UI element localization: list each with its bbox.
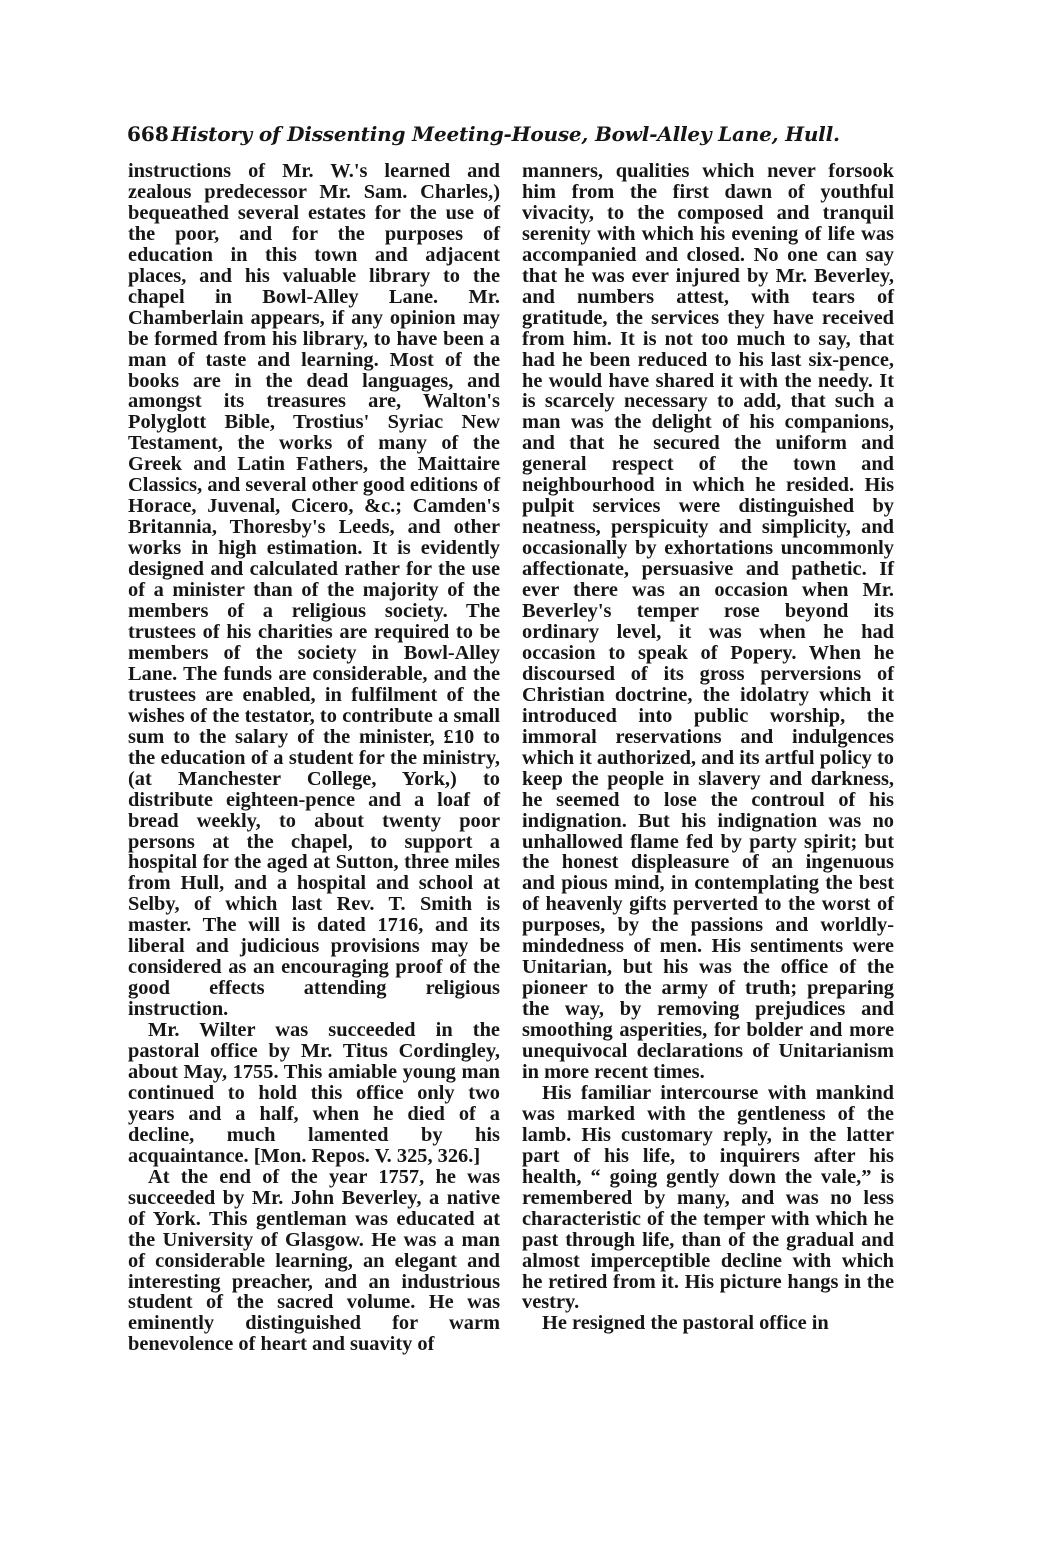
left-paragraph-3: At the end of the year 1757, he was succeeded by Mr. John Beverley, a native of York. This gentleman was educated at the University of Glasgow. He was a man of considerable learning, an elegant and interesting preacher, and an industrious student of the sacred volume. He was eminently distinguished for warm benevolence of heart and suavity of [128,1165,500,1356]
left-column [128,161,500,1355]
right-column [522,161,894,1334]
right-paragraph-3: He resigned the pastoral office in [542,1312,829,1335]
running-head [127,119,897,149]
right-paragraph-1: manners, qualities which never forsook him from the first dawn of youthful vivacity, to the composed and tranquil serenity with which his evening of life was accompanied and closed. No one can say that he was ever injured by Mr. Beverley, and numbers attest, with tears of gratitude, the services they have received from him. It is not too much to say, that had he been reduced to his last six-pence, he would have shared it with the needy. It is scarcely necessary to add, that such a man was the delight of his companions, and that he secured the uniform and general respect of the town and neighbourhood in which he resided. His pulpit services were distinguished by neatness, perspicuity and simplicity, and occasionally by exhortations uncommonly affectionate, persuasive and pathetic. If ever there was an occasion when Mr. Beverley's temper rose beyond its ordinary level, it was when he had occasion to speak of Popery. When he discoursed of its gross perversions of Christian doctrine, the idolatry which it introduced into public worship, the immoral reservations and indulgences which it authorized, and its artful policy to keep the people in slavery and darkness, he seemed to lose the controul of his indignation. But his indignation was no unhallowed flame fed by party spirit; but the honest displeasure of an ingenuous and pious mind, in contemplating the best of heavenly gifts perverted to the worst of purposes, by the passions and worldly-mindedness of men. His sentiments were Unitarian, but his was the office of the pioneer to the army of truth; preparing the way, by removing prejudices and smoothing asperities, for bolder and more unequivocal declarations of Unitarianism in more recent times. [522,160,894,1083]
right-paragraph-2: His familiar intercourse with mankind was marked with the gentleness of the lamb. His customary reply, in the latter part of his life, to inquirers after his health, “ going gently down the vale,” is remembered by many, and was no less characteristic of the temper with which he past through life, than of the gradual and almost imperceptible decline with which he retired from it. His picture hangs in the vestry. [522,1081,894,1314]
left-paragraph-1: instructions of Mr. W.'s learned and zealous predecessor Mr. Sam. Charles,) bequeathed several estates for the use of the poor, and for the purposes of education in this town and adjacent places, and his valuable library to the chapel in Bowl-Alley Lane. Mr. Chamberlain appears, if any opinion may be formed from his library, to have been a man of taste and learning. Most of the books are in the dead languages, and amongst its treasures are, Walton's Polyglott Bible, Trostius' Syriac New Testament, the works of many of the Greek and Latin Fathers, the Maittaire Classics, and several other good editions of Horace, Juvenal, Cicero, &c.; Camden's Britannia, Thoresby's Leeds, and other works in high estimation. It is evidently designed and calculated rather for the use of a minister than of the majority of the members of a religious society. The trustees of his charities are required to be members of the society in Bowl-Alley Lane. The funds are considerable, and the trustees are enabled, in fulfilment of the wishes of the testator, to contribute a small sum to the salary of the minister, £10 to the education of a student for the ministry, (at Manchester College, York,) to distribute eighteen-pence and a loaf of bread weekly, to about twenty poor persons at the chapel, to support a hospital for the aged at Sutton, three miles from Hull, and a hospital and school at Selby, of which last Rev. T. Smith is master. The will is dated 1716, and its liberal and judicious provisions may be considered as an encouraging proof of the good effects attending religious instruction. [128,160,500,1021]
page-number: 668 [127,122,169,146]
left-paragraph-2: Mr. Wilter was succeeded in the pastoral office by Mr. Titus Cordingley, about May, 1755. This amiable young man continued to hold this office only two years and a half, when he died of a decline, much lamented by his acquaintance. [Mon. Repos. V. 325, 326.] [128,1019,500,1167]
running-title: History of Dissenting Meeting-House, Bowl-Alley Lane, Hull. [171,122,840,146]
